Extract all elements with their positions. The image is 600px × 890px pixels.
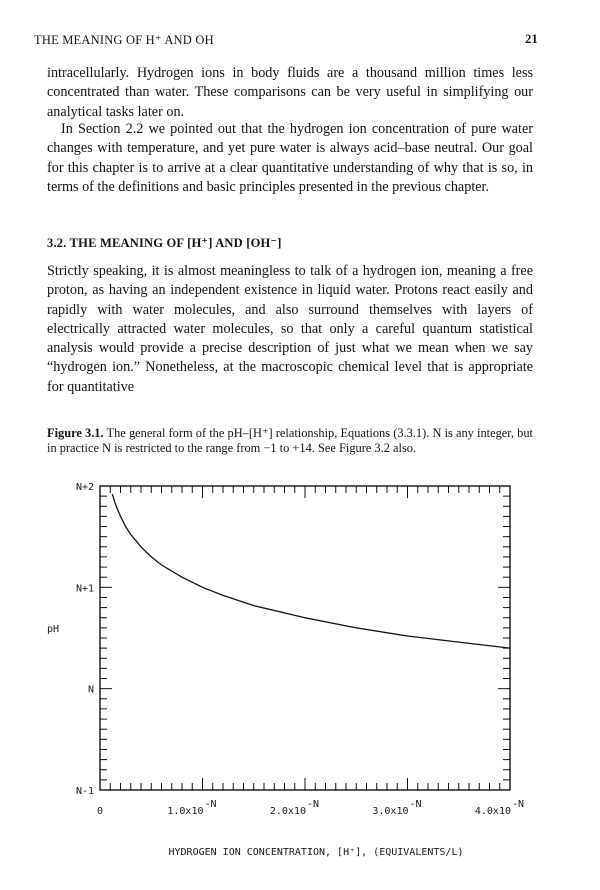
y-tick-label-n-plus-1: N+1 — [75, 583, 94, 595]
x-tick-label-1: 1.0x10 — [167, 806, 204, 817]
paragraph-3: Strictly speaking, it is almost meaningless to talk of a hydrogen ion, meaning a free proton, as having an independent existence in liquid water. Protons react easily and rapidly with water molecules, and also surround themselves with layers of electrically attracted water molecules, so that only a careful quantum statistical analysis would provide a precise description of just what we mean when we say “hydrogen ion.” Nonetheless, at the macroscopic chemical level that is appropriate for quantitative — [47, 263, 533, 395]
page-number: 21 — [525, 32, 538, 46]
ph-curve — [112, 494, 510, 648]
paragraph-2: In Section 2.2 we pointed out that the hydrogen ion concentration of pure water changes with temperature, and yet pure water is always acid–base neutral. Our goal for this chapter is to arrive at a clear quantitative understanding of why that is so, in terms of the definitions and basic principles presented in the previous chapter. — [47, 121, 533, 195]
x-axis-label: HYDROGEN ION CONCENTRATION, [H⁺], (EQUIVALENTS/L) — [168, 847, 464, 858]
figure-label: Figure 3.1. — [47, 426, 104, 440]
x-tick-exponent-4: -N — [512, 799, 525, 810]
running-title: THE MEANING OF H⁺ AND OH — [34, 33, 214, 47]
figure-caption-text: The general form of the pH–[H⁺] relationship, Equations (3.3.1). N is any integer, but in practice N is restricted to the range from −1 to +14. See Figure 3.2 also. — [47, 426, 533, 456]
x-tick-label-4: 4.0x10 — [474, 806, 511, 817]
y-tick-label-n: N — [87, 684, 94, 696]
y-tick-label-n-minus-1: N-1 — [75, 786, 94, 797]
x-tick-exponent-3: -N — [409, 799, 422, 810]
plot-frame — [100, 486, 510, 790]
x-tick-label-2: 2.0x10 — [269, 806, 306, 817]
y-axis-label: pH — [47, 624, 60, 635]
y-tick-label-n-plus-2: N+2 — [75, 482, 94, 493]
section-heading: 3.2. THE MEANING OF [H⁺] AND [OH⁻] — [47, 236, 282, 250]
x-tick-label-0: 0 — [96, 806, 104, 817]
x-tick-exponent-1: -N — [204, 799, 217, 810]
x-tick-label-3: 3.0x10 — [372, 806, 409, 817]
paragraph-1: intracellularly. Hydrogen ions in body fluids are a thousand million times less concentrated than water. These comparisons can be very useful in simplifying our analytical tasks later on. — [47, 65, 533, 120]
x-tick-exponent-2: -N — [307, 799, 320, 810]
axis-ticks — [100, 486, 510, 790]
